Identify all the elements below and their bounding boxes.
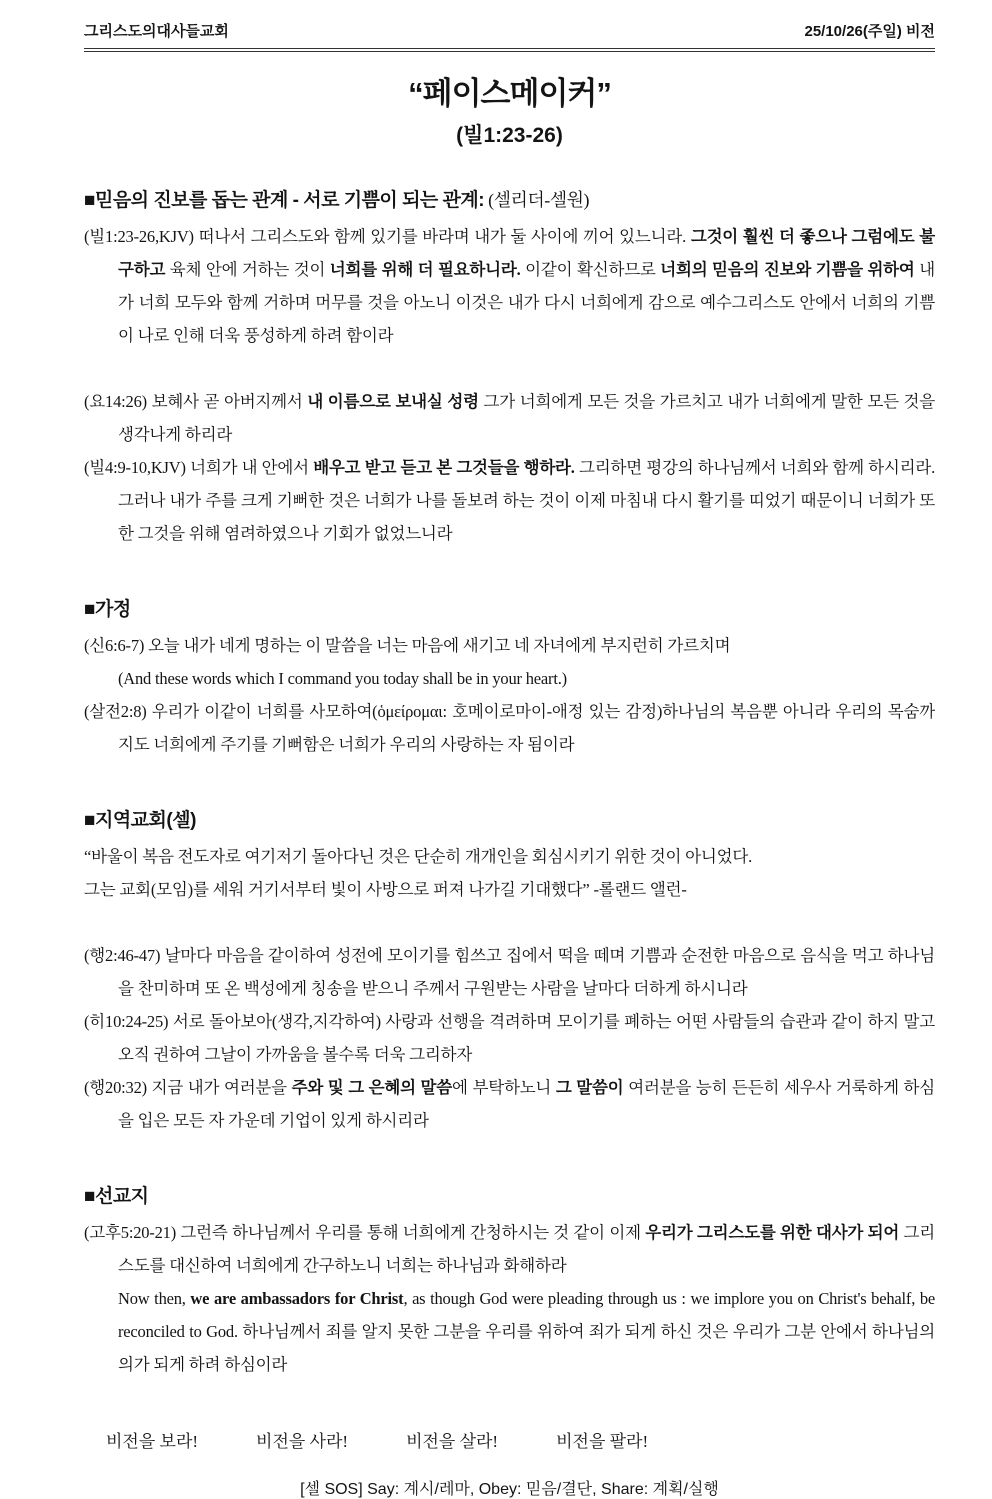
paragraph: (빌1:23-26,KJV) 떠나서 그리스도와 함께 있기를 바라며 내가 둘 사이에 끼어 있느니라. 그것이 훨씬 더 좋으나 그럼에도 불구하고 육체 안에 거하는 것이 너희를 위해 더 필요하니라. 이같이 확신하므로 너희의 믿음의 진보와 기쁨을 위하여 내가 너희 모두와 함께 거하며 머무를 것을 아노니 이것은 내가 다시 너희에게 감으로 예수그리스도 안에서 너희의 기쁨이 나로 인해 더욱 풍성하게 하려 함이라: [84, 227, 935, 345]
section-heading: ■믿음의 진보를 돕는 관계 - 서로 기쁨이 되는 관계: (셀리더-셀원): [84, 190, 590, 211]
document-body: [84, 185, 935, 1381]
paragraph: (And these words which I command you today shall be in your heart.): [118, 669, 567, 688]
vision-slogan: 비전을 살라!: [406, 1432, 499, 1451]
vision-slogan: 비전을 팔라!: [556, 1432, 649, 1451]
paragraph: (살전2:8) 우리가 이같이 너희를 사모하여(ὁμείρομαι: 호메이로마이-애정 있는 감정)하나님의 복음뿐 아니라 우리의 목숨까지도 너희에게 주기를 기뻐함은 너희가 우리의 사랑하는 자 됨이라: [84, 702, 935, 754]
section-mission-field: [84, 1181, 935, 1381]
date-vision-label: 25/10/26(주일) 비전: [804, 23, 935, 40]
title-block: [84, 68, 935, 149]
paragraph: (신6:6-7) 오늘 내가 네게 명하는 이 말씀을 너는 마음에 새기고 네 자녀에게 부지런히 가르치며: [84, 636, 731, 655]
paragraph: 그는 교회(모임)를 세워 거기서부터 빛이 사방으로 퍼져 나가길 기대했다” -롤랜드 앨런-: [84, 880, 687, 899]
paragraph: (빌4:9-10,KJV) 너희가 내 안에서 배우고 받고 듣고 본 그것들을 행하라. 그리하면 평강의 하나님께서 너희와 함께 하시리라. 그러나 내가 주를 크게 기뻐한 것은 너희가 나를 돌보려 하는 것이 이제 마침내 다시 활기를 띠었기 때문이니 너희가 또한 그것을 위해 염려하였으나 기회가 없었느니라: [84, 458, 935, 543]
paragraph: (행2:46-47) 날마다 마음을 같이하여 성전에 모이기를 힘쓰고 집에서 떡을 떼며 기쁨과 순전한 마음으로 음식을 먹고 하나님을 찬미하며 또 온 백성에게 칭송을 받으니 주께서 구원받는 사람을 날마다 더하게 하시니라: [84, 946, 935, 998]
church-name: 그리스도의대사들교회: [84, 23, 229, 40]
vision-slogans: [84, 1427, 935, 1452]
page-header: [84, 20, 935, 52]
paragraph: (고후5:20-21) 그런즉 하나님께서 우리를 통해 너희에게 간청하시는 것 같이 이제 우리가 그리스도를 위한 대사가 되어 그리스도를 대신하여 너희에게 간구하노니 너희는 하나님과 화해하라: [84, 1223, 935, 1275]
paragraph: (행20:32) 지금 내가 여러분을 주와 및 그 은혜의 말씀에 부탁하노니 그 말씀이 여러분을 능히 든든히 세우사 거룩하게 하심을 입은 모든 자 가운데 기업이 있게 하시리라: [84, 1078, 935, 1130]
paragraph: (요14:26) 보혜사 곧 아버지께서 내 이름으로 보내실 성령 그가 너희에게 모든 것을 가르치고 내가 너희에게 말한 모든 것을 생각나게 하리라: [84, 392, 936, 444]
paragraph: “바울이 복음 전도자로 여기저기 돌아다닌 것은 단순히 개개인을 회심시키기 위한 것이 아니었다.: [84, 847, 753, 866]
sermon-title: “페이스메이커”: [408, 76, 611, 111]
scripture-reference: (빌1:23-26): [456, 124, 563, 147]
paragraph: (히10:24-25) 서로 돌아보아(생각,지각하여) 사랑과 선행을 격려하며 모이기를 폐하는 어떤 사람들의 습관과 같이 하지 말고 오직 권하여 그날이 가까움을 볼수록 더욱 그리하자: [84, 1012, 935, 1064]
vision-slogan: 비전을 보라!: [106, 1432, 199, 1451]
section-local-church: [84, 805, 935, 1137]
section-faith-progress: [84, 185, 935, 550]
section-heading: ■지역교회(셀): [84, 810, 196, 831]
cell-sos-line: [셀 SOS] Say: 계시/레마, Obey: 믿음/결단, Share: 계획/실행: [300, 1481, 719, 1498]
vision-slogan: 비전을 사라!: [256, 1432, 349, 1451]
section-heading: ■가정: [84, 599, 131, 620]
section-family: [84, 594, 935, 761]
paragraph: Now then, we are ambassadors for Christ, as though God were pleading through us : we implore you on Christ's behalf, be reconciled to God. 하나님께서 죄를 알지 못한 그분을 우리를 위하여 죄가 되게 하신 것은 우리가 그분 안에서 하나님의 의가 되게 하려 하심이라: [118, 1289, 935, 1374]
section-heading: ■선교지: [84, 1186, 149, 1207]
